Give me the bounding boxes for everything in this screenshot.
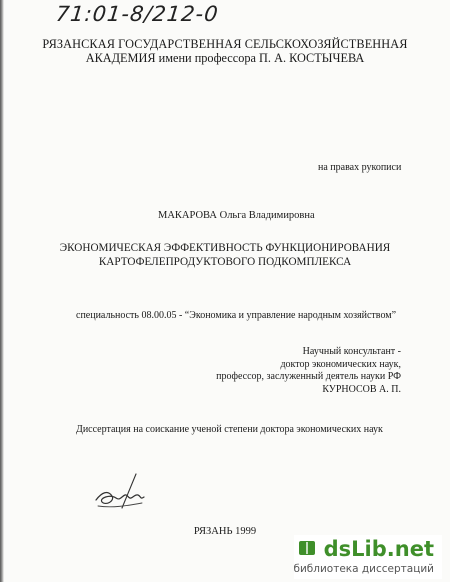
organization-line-2: АКАДЕМИЯ имени профессора П. А. КОСТЫЧЕВА xyxy=(85,51,365,65)
title-line-2: КАРТОФЕЛЕПРОДУКТОВОГО ПОДКОМПЛЕКСА xyxy=(98,256,352,268)
signature-icon xyxy=(92,470,154,514)
scan-edge xyxy=(0,0,4,582)
advisor-degree: доктор экономических наук, xyxy=(280,359,401,370)
dslib-watermark[interactable] xyxy=(294,535,442,579)
book-icon xyxy=(298,539,316,557)
advisor-title: профессор, заслуженный деятель науки РФ xyxy=(216,371,401,382)
archive-number: 71:01-8/212-0 xyxy=(54,2,220,26)
specialty: специальность 08.00.05 - “Экономика и управление народным хозяйством” xyxy=(76,310,397,321)
city-year: РЯЗАНЬ 1999 xyxy=(193,526,257,537)
advisor-role: Научный консультант - xyxy=(302,346,401,357)
dissertation-note: Диссертация на соискание ученой степени доктора экономических наук xyxy=(76,424,383,435)
organization-line-1: РЯЗАНСКАЯ ГОСУДАРСТВЕННАЯ СЕЛЬСКОХОЗЯЙСТВЕННАЯ xyxy=(42,37,408,51)
author-name: МАКАРОВА Ольга Владимировна xyxy=(158,210,315,221)
dslib-subtitle: библиотека диссертаций xyxy=(293,563,434,575)
rights-note: на правах рукописи xyxy=(318,162,402,173)
advisor-name: КУРНОСОВ А. П. xyxy=(322,384,401,395)
title-line-1: ЭКОНОМИЧЕСКАЯ ЭФФЕКТИВНОСТЬ ФУНКЦИОНИРОВАНИЯ xyxy=(59,242,391,254)
dslib-logo: dsLib.net xyxy=(323,537,434,561)
